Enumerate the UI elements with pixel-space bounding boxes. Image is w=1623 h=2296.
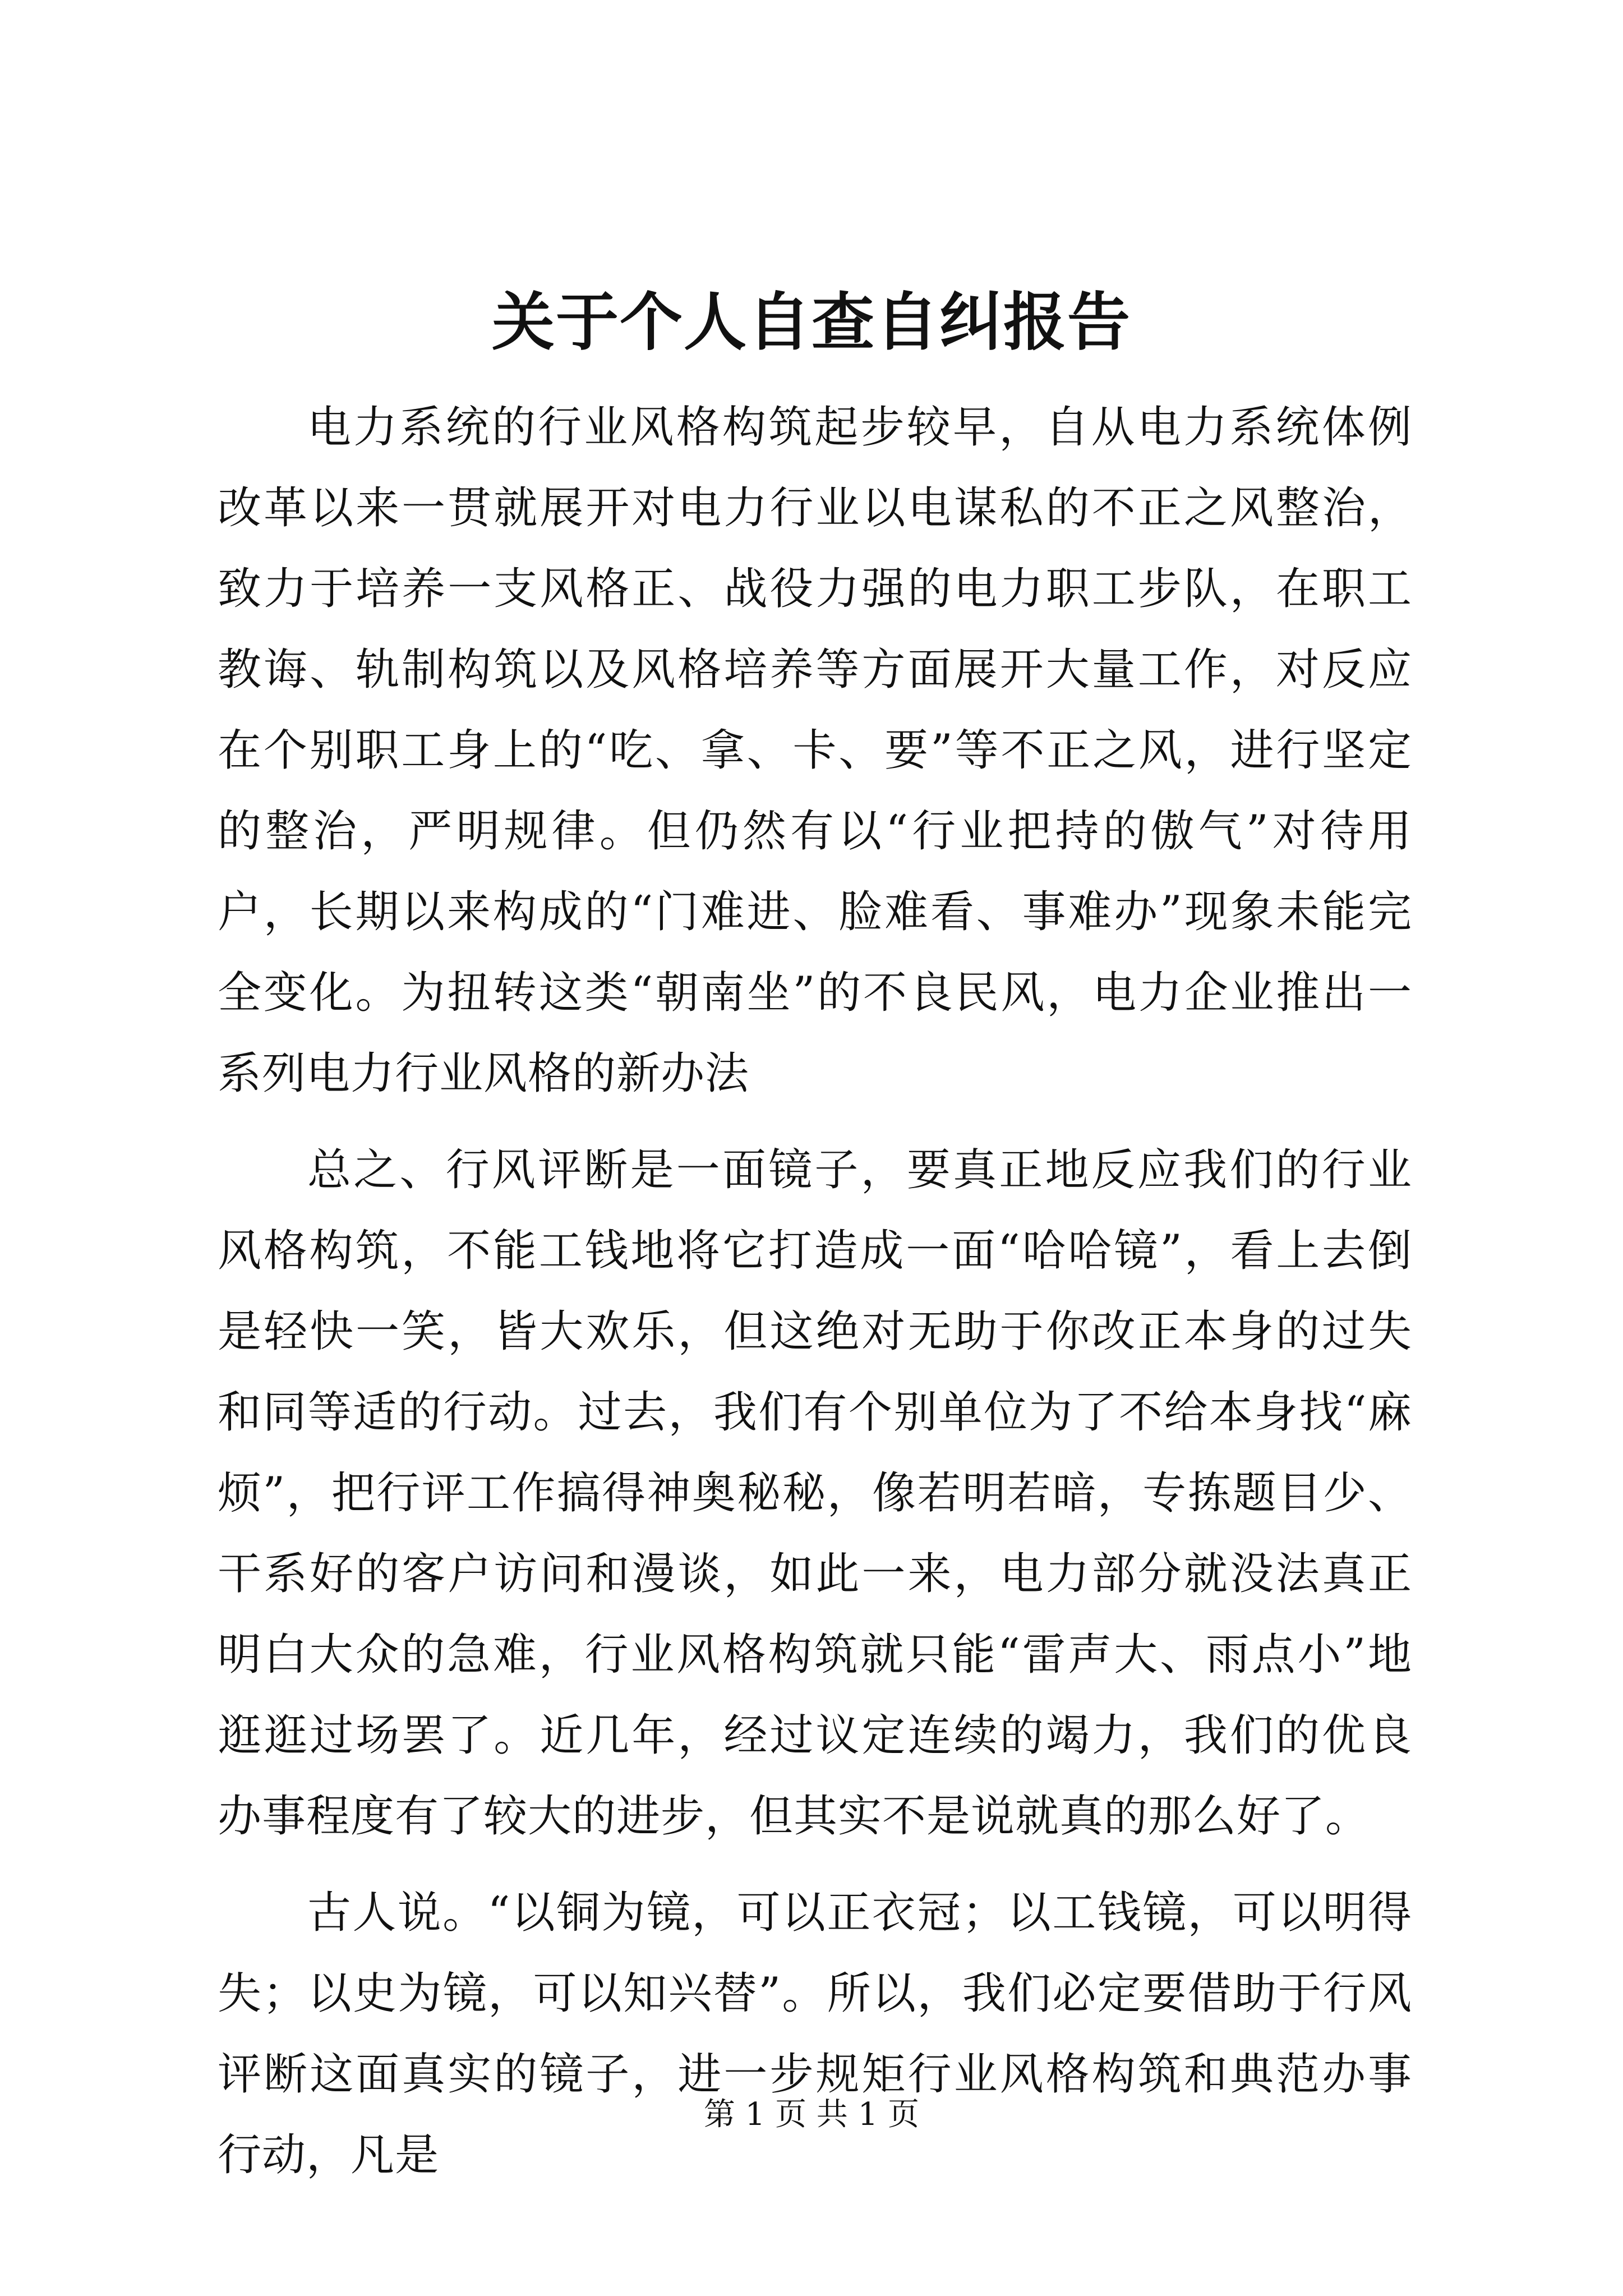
document-title: 关于个人自查自纠报告 [492,286,1131,359]
paragraph-1: 电力系统的行业风格构筑起步较早，自从电力系统体例改革以来一贯就展开对电力行业以电谋私的不正之风整治，致力于培养一支风格正、战役力强的电力职工步队，在职工教诲、轨制构筑以及风格培养等方面展开大量工作，对反应在个别职工身上的“吃、拿、卡、要”等不正之风，进行坚定的整治，严明规律。但仍然有以“行业把持的傲气”对待用户，长期以来构成的“门难进、脸难看、事难办”现象未能完全变化。为扭转这类“朝南坐”的不良民风，电力企业推出一系列电力行业风格的新办法 [218,402,1412,1099]
paragraph-2: 总之、行风评断是一面镜子，要真正地反应我们的行业风格构筑，不能工钱地将它打造成一面“哈哈镜”，看上去倒是轻快一笑，皆大欢乐，但这绝对无助于你改正本身的过失和同等适的行动。过去，我们有个别单位为了不给本身找“麻烦”，把行评工作搞得神奥秘秘，像若明若暗，专拣题目少、干系好的客户访问和漫谈，如此一来，电力部分就没法真正明白大众的急难，行业风格构筑就只能“雷声大、雨点小”地逛逛过场罢了。近几年，经过议定连续的竭力，我们的优良办事程度有了较大的进步，但其实不是说就真的那么好了。 [218,1145,1412,1842]
paragraph-3: 古人说。“以铜为镜，可以正衣冠；以工钱镜，可以明得失；以史为镜，可以知兴替”。所以，我们必定要借助于行风评断这面真实的镜子，进一步规矩行业风格构筑和典范办事行动，凡是 [218,1888,1412,2180]
page-number-footer: 第 1 页 共 1 页 [703,2096,920,2133]
document-body [218,387,1412,2196]
